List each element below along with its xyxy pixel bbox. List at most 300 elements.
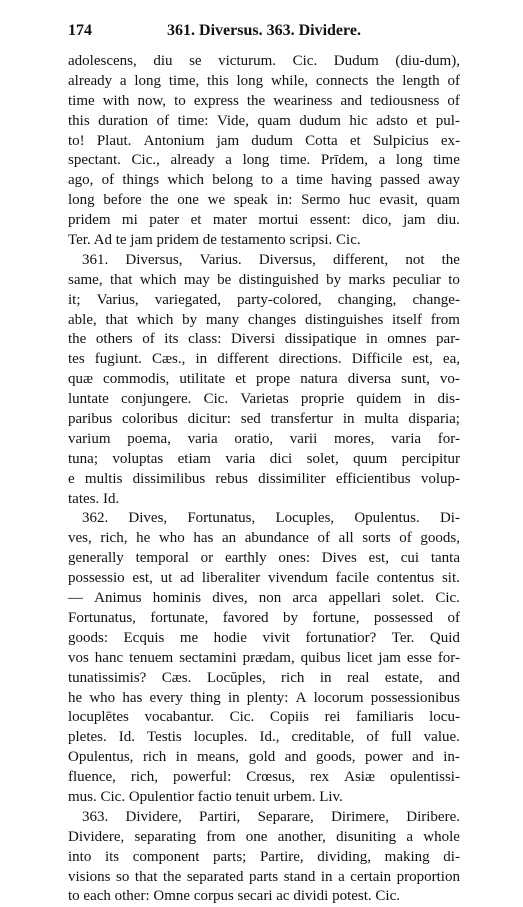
word: peculiar — [392, 271, 441, 288]
word: power — [365, 749, 403, 766]
text-line — [68, 390, 460, 410]
word: one — [245, 828, 268, 845]
word: one — [177, 192, 199, 209]
word: to — [261, 172, 273, 189]
word: in — [195, 351, 208, 368]
text-line — [68, 450, 460, 470]
text-line — [68, 271, 460, 291]
text-line — [68, 748, 460, 768]
word: conjungere. — [121, 391, 192, 408]
word: diu. — [437, 212, 460, 229]
word: et — [235, 371, 247, 388]
text-line — [68, 589, 460, 609]
text-line — [68, 291, 460, 311]
word: Diversus, — [125, 251, 183, 268]
word: temporal — [135, 550, 189, 567]
text-line: to each other: Omne corpus secari ac dividi potest. Cic. — [68, 888, 400, 905]
word: disparia; — [408, 411, 460, 428]
word: Locŭples, — [206, 669, 266, 686]
word: Difficile — [351, 351, 403, 368]
word: already — [170, 152, 215, 169]
word: of — [447, 92, 460, 109]
word: jam — [403, 212, 426, 229]
text-line — [68, 72, 460, 92]
word: Asiæ — [344, 769, 375, 786]
word: dudum — [251, 132, 293, 149]
word: variegated, — [154, 291, 221, 308]
text-line — [68, 629, 460, 649]
word: time. — [279, 152, 311, 169]
word: locuples. — [193, 729, 248, 746]
word: varia — [391, 430, 422, 447]
word: rich, — [100, 530, 128, 547]
word: time — [296, 172, 323, 189]
word: est, — [132, 570, 153, 587]
word: natura — [300, 371, 338, 388]
word: component — [132, 848, 200, 865]
word: varia — [225, 450, 256, 467]
word: changing, — [337, 291, 397, 308]
text-line — [68, 92, 460, 112]
word: class: — [188, 331, 222, 348]
word: sed — [240, 411, 261, 428]
word: prope — [256, 371, 291, 388]
word: Diversus, — [258, 251, 316, 268]
word: liberaliter — [201, 570, 261, 587]
word: time: — [177, 112, 209, 129]
word: a — [281, 172, 288, 189]
word: — — [68, 590, 83, 607]
word: in — [342, 411, 355, 428]
word: from — [206, 828, 236, 845]
text-line — [68, 828, 460, 848]
word: in — [319, 669, 332, 686]
word: fortunate, — [150, 609, 209, 626]
word: par- — [436, 331, 460, 348]
word: prædam, — [242, 649, 295, 666]
word: express — [193, 92, 239, 109]
word: long — [68, 192, 95, 209]
word: having — [331, 172, 372, 189]
word: and — [438, 669, 460, 686]
text-line — [68, 728, 460, 748]
text-line — [68, 470, 460, 490]
word: in — [413, 391, 426, 408]
word: itself — [392, 311, 423, 328]
word: party-colored, — [237, 291, 322, 308]
word: jam — [378, 649, 401, 666]
word: changes — [247, 311, 297, 328]
word: the — [246, 92, 266, 109]
word: possessed — [373, 609, 434, 626]
word: quidem — [356, 391, 402, 408]
word: its — [164, 331, 179, 348]
word: solet, — [306, 450, 339, 467]
word: pridem — [68, 212, 111, 229]
word: quibus — [300, 649, 341, 666]
text-line — [68, 768, 460, 788]
word: hanc — [94, 649, 124, 666]
word: making — [384, 848, 430, 865]
text-line — [68, 112, 460, 132]
word: tanta — [430, 550, 460, 567]
word: e — [68, 470, 75, 487]
word: of — [142, 331, 155, 348]
word: percipitur — [401, 450, 460, 467]
word: Cic. — [435, 590, 460, 607]
word: et — [349, 132, 361, 149]
word: that — [134, 868, 158, 885]
word: tes — [68, 351, 85, 368]
word: Dives, — [128, 510, 168, 527]
word: non — [258, 590, 282, 607]
word: abundance — [244, 530, 309, 547]
word: this — [207, 72, 229, 89]
word: huc — [348, 192, 371, 209]
word: separating — [134, 828, 197, 845]
word: creditable, — [291, 729, 355, 746]
word: stand — [283, 868, 316, 885]
word: ea, — [442, 351, 460, 368]
word: long — [134, 72, 162, 89]
word: it; — [68, 291, 81, 308]
word: long — [242, 152, 270, 169]
word: quam — [426, 192, 460, 209]
word: varium — [68, 430, 111, 447]
word: duration — [98, 112, 149, 129]
word: Id., — [259, 729, 280, 746]
word: directions. — [278, 351, 342, 368]
text-line — [68, 151, 460, 171]
word: utilitate — [179, 371, 226, 388]
word: contentus — [376, 570, 435, 587]
word: ut — [160, 570, 173, 587]
word: quæ — [68, 371, 94, 388]
word: visions — [68, 868, 111, 885]
word: a — [119, 72, 127, 89]
word: vocabantur. — [144, 709, 214, 726]
word: for- — [437, 649, 460, 666]
word: many — [205, 311, 240, 328]
word: an — [221, 530, 237, 547]
word: not — [405, 251, 425, 268]
word: value. — [423, 729, 460, 746]
word: Dirimere, — [331, 808, 389, 825]
word: the — [162, 868, 182, 885]
word: all — [338, 530, 354, 547]
word: Fortunatus, — [68, 609, 136, 626]
word: Diribere. — [406, 808, 460, 825]
word: possessio — [68, 570, 125, 587]
word: 361. — [82, 251, 109, 268]
word: while, — [270, 72, 309, 89]
word: away — [428, 172, 460, 189]
word: est, — [368, 550, 389, 567]
word: gold — [248, 749, 276, 766]
text-line — [68, 211, 460, 231]
word: Dives — [321, 550, 357, 567]
word: a — [338, 868, 345, 885]
word: in — [366, 331, 378, 348]
word: mi — [121, 212, 138, 229]
word: proprie — [300, 391, 345, 408]
word: different, — [333, 251, 389, 268]
text-line — [68, 251, 460, 271]
word: luntate — [68, 391, 109, 408]
word: locorum — [313, 689, 364, 706]
page-body-text — [68, 52, 460, 907]
word: may — [183, 271, 210, 288]
word: goods, — [420, 530, 460, 547]
word: and — [340, 92, 363, 109]
word: me — [179, 629, 199, 646]
word: the — [376, 72, 395, 89]
running-title: 361. Diversus. 363. Dividere. — [167, 22, 361, 39]
text-line — [68, 868, 460, 888]
text-line — [68, 171, 460, 191]
word: tuna; — [68, 450, 98, 467]
word: sectamini — [179, 649, 237, 666]
word: dives, — [212, 590, 248, 607]
word: vos — [68, 649, 89, 666]
word: hominis — [152, 590, 202, 607]
word: disuniting — [336, 828, 397, 845]
word: which — [139, 271, 177, 288]
word: in — [175, 749, 188, 766]
word: belong — [212, 172, 254, 189]
text-line — [68, 430, 460, 450]
word: of — [101, 172, 115, 189]
word: varia — [187, 430, 218, 447]
text-line — [68, 350, 460, 370]
word: from — [430, 311, 460, 328]
word: vivit — [262, 629, 290, 646]
word: tunatissimis? — [68, 669, 147, 686]
word: by — [182, 311, 198, 328]
word: solet. — [392, 590, 425, 607]
word: generally — [68, 550, 124, 567]
word: pletes. — [68, 729, 107, 746]
word: Varius. — [199, 251, 242, 268]
text-line — [68, 848, 460, 868]
word: paribus — [68, 411, 113, 428]
word: a — [406, 828, 414, 845]
word: dicitur: — [187, 411, 231, 428]
word: ago, — [68, 172, 94, 189]
word: di- — [443, 848, 460, 865]
word: varii — [289, 430, 318, 447]
word: has — [122, 689, 143, 706]
word: mores, — [333, 430, 375, 447]
word: est, — [412, 351, 433, 368]
word: in- — [443, 749, 460, 766]
word: who — [158, 530, 185, 547]
word: its — [104, 848, 120, 865]
word: sorts — [362, 530, 391, 547]
word: Dividere, — [68, 828, 125, 845]
word: Prīdem, — [320, 152, 368, 169]
word: which — [167, 172, 204, 189]
word: or — [200, 550, 214, 567]
text-line — [68, 609, 460, 629]
word: separated — [186, 868, 244, 885]
word: now, — [137, 92, 167, 109]
word: ones: — [278, 550, 311, 567]
word: et — [416, 112, 428, 129]
text-line: tates. Id. — [68, 490, 120, 507]
word: Di- — [439, 510, 460, 527]
word: of — [399, 530, 412, 547]
word: another, — [277, 828, 326, 845]
word: dissipatique — [284, 331, 357, 348]
word: Cic. — [229, 709, 255, 726]
word: full — [390, 729, 412, 746]
word: Id. — [118, 729, 135, 746]
word: (diu-dum), — [395, 53, 460, 69]
word: Crœsus, — [246, 769, 296, 786]
word: of — [317, 530, 331, 547]
word: Vide, — [216, 112, 249, 129]
text-line — [68, 649, 460, 669]
word: a — [225, 152, 232, 169]
word: things — [122, 172, 160, 189]
word: powerful: — [172, 769, 232, 786]
word: Opulentus, — [68, 749, 134, 766]
word: the — [150, 192, 169, 209]
word: Partiri, — [199, 808, 241, 825]
word: fortune, — [312, 609, 360, 626]
word: distinguishes — [304, 311, 384, 328]
word: poema, — [127, 430, 171, 447]
word: oratio, — [234, 430, 274, 447]
word: ad — [179, 570, 195, 587]
word: plenty: — [246, 689, 289, 706]
word: commodis, — [103, 371, 170, 388]
word: time — [433, 152, 460, 169]
word: fluence, — [68, 769, 116, 786]
word: thing — [189, 689, 221, 706]
word: by — [326, 271, 342, 288]
word: adsto — [376, 112, 408, 129]
word: appellari — [328, 590, 381, 607]
text-line — [68, 689, 460, 709]
word: goods, — [315, 749, 356, 766]
word: esse — [406, 649, 432, 666]
word: Ecquis — [123, 629, 165, 646]
word: Diversi — [230, 331, 276, 348]
word: locu- — [429, 709, 460, 726]
word: quum — [353, 450, 388, 467]
word: already — [68, 72, 113, 89]
word: to — [448, 271, 460, 288]
word: Cæs., — [151, 351, 186, 368]
word: weariness — [273, 92, 333, 109]
word: quam — [257, 112, 291, 129]
text-line — [68, 370, 460, 390]
word: mortui — [258, 212, 299, 229]
word: 363. — [82, 808, 109, 825]
word: cui — [400, 550, 420, 567]
word: voluptas — [112, 450, 164, 467]
word: A — [295, 689, 307, 706]
word: ves, — [68, 530, 92, 547]
word: et — [190, 212, 202, 229]
word: pul- — [435, 112, 460, 129]
word: this — [68, 112, 90, 129]
word: in — [320, 868, 333, 885]
word: the — [68, 331, 87, 348]
text-line — [68, 708, 460, 728]
word: Antonium — [143, 132, 205, 149]
word: omnes — [387, 331, 427, 348]
word: Varietas — [240, 391, 289, 408]
page-header — [68, 22, 460, 44]
word: earthly — [224, 550, 267, 567]
word: every — [149, 689, 183, 706]
text-line — [68, 311, 460, 331]
word: rich, — [130, 769, 158, 786]
word: able, — [68, 311, 97, 328]
word: has — [193, 530, 214, 547]
word: multa — [364, 411, 399, 428]
text-line — [68, 549, 460, 569]
word: dudum — [299, 112, 341, 129]
word: familiaris — [356, 709, 414, 726]
text-line — [68, 669, 460, 689]
word: Cæs. — [161, 669, 192, 686]
word: Copiis — [269, 709, 309, 726]
word: distinguished — [238, 271, 319, 288]
word: for- — [437, 430, 460, 447]
word: be — [217, 271, 232, 288]
word: in — [227, 689, 240, 706]
word: he — [136, 530, 151, 547]
word: jam — [216, 132, 240, 149]
word: fortunatior? — [305, 629, 377, 646]
word: etiam — [177, 450, 211, 467]
text-line — [68, 410, 460, 430]
word: rich — [281, 669, 305, 686]
word: fugiunt. — [94, 351, 142, 368]
word: ex- — [440, 132, 460, 149]
word: by — [282, 609, 298, 626]
word: Sermo — [301, 192, 341, 209]
word: tediousness — [370, 92, 440, 109]
word: long — [395, 152, 423, 169]
word: parts — [248, 868, 279, 885]
word: Ter. — [391, 629, 415, 646]
word: Varius, — [96, 291, 139, 308]
word: rebus — [215, 470, 248, 487]
word: to! — [68, 132, 85, 149]
word: different — [217, 351, 269, 368]
word: arca — [292, 590, 318, 607]
word: Dudum — [333, 53, 379, 69]
word: in: — [276, 192, 293, 209]
word: volup- — [420, 470, 460, 487]
word: Separare, — [257, 808, 314, 825]
word: dico, — [362, 212, 392, 229]
word: Cic. — [292, 53, 318, 69]
word: real — [346, 669, 370, 686]
word: proportion — [396, 868, 460, 885]
word: means, — [196, 749, 240, 766]
word: rei — [324, 709, 341, 726]
text-line — [68, 529, 460, 549]
word: possessionibus — [370, 689, 460, 706]
word: marks — [348, 271, 386, 288]
word: of — [447, 72, 460, 89]
